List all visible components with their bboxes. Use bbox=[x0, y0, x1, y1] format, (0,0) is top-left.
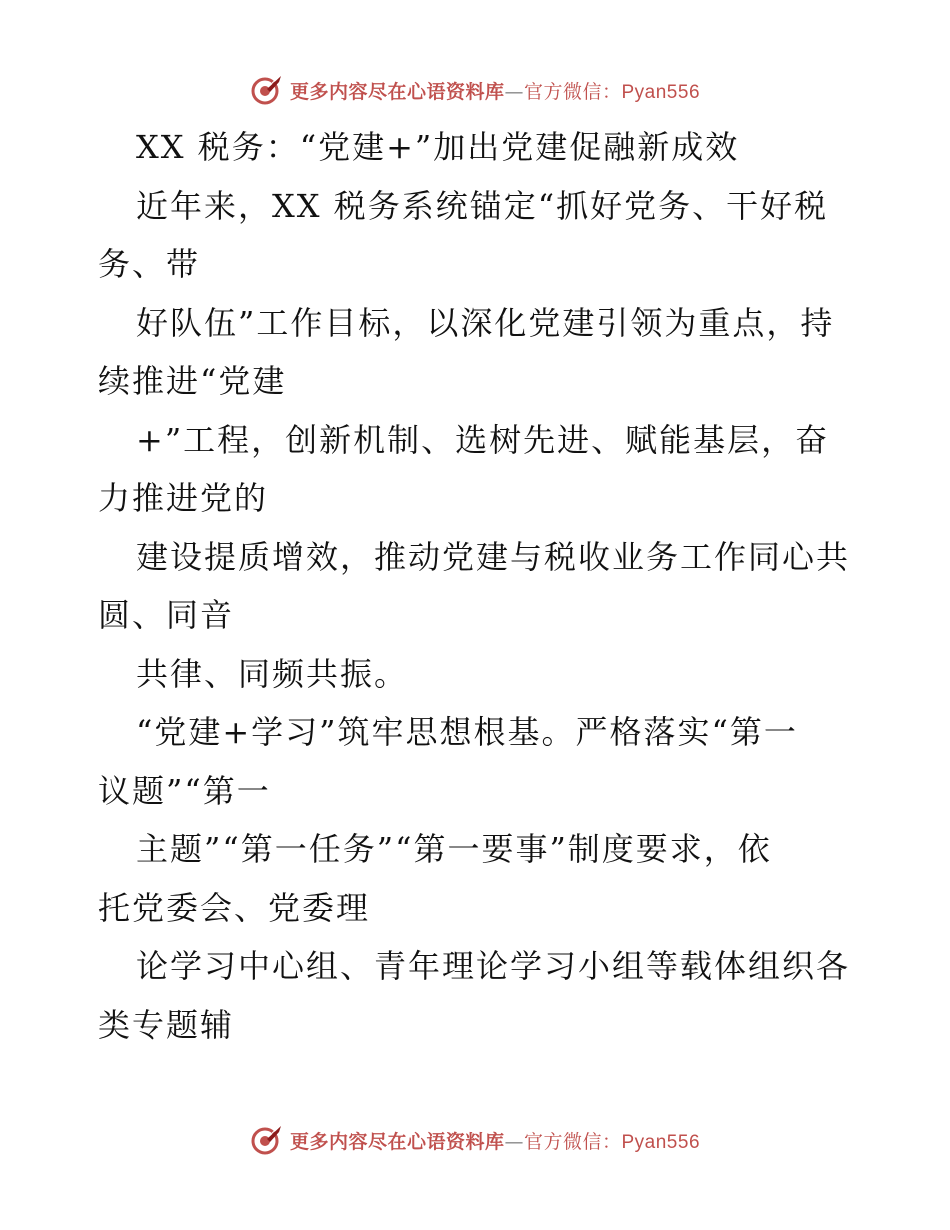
document-title: XX 税务：“党建+”加出党建促融新成效 bbox=[136, 128, 740, 166]
paragraph-line: 务、带 bbox=[98, 245, 201, 283]
paragraph-line: 类专题辅 bbox=[98, 1005, 235, 1044]
banner-site-text: 更多内容尽在心语资料库 bbox=[289, 1130, 505, 1153]
paragraph-line: 论学习中心组、青年理论学习小组等载体组织各 bbox=[136, 947, 851, 985]
header-banner bbox=[0, 70, 950, 110]
banner-site-text: 更多内容尽在心语资料库 bbox=[289, 80, 505, 103]
banner-dash: — bbox=[504, 80, 524, 103]
paragraph-line: 力推进党的 bbox=[98, 479, 269, 517]
paragraph-line: 好队伍”工作目标，以深化党建引领为重点，持 bbox=[136, 303, 835, 342]
paragraph-line: 圆、同音 bbox=[98, 596, 235, 634]
banner-wechat-label: 官方微信： bbox=[523, 1130, 622, 1153]
paragraph-line: 议题”“第一 bbox=[98, 771, 271, 810]
quill-pen-logo-icon bbox=[250, 1123, 284, 1157]
paragraph-line: 托党委会、党委理 bbox=[98, 888, 371, 927]
paragraph-line: 主题”“第一任务”“第一要事”制度要求，依 bbox=[136, 830, 772, 868]
banner-dash: — bbox=[504, 1130, 524, 1153]
paragraph-line: +”工程，创新机制、选树先进、赋能基层，奋 bbox=[136, 420, 830, 459]
banner-wechat-account: Pyan556 bbox=[621, 81, 701, 103]
banner-wechat-label: 官方微信： bbox=[523, 80, 622, 103]
paragraph-line: 续推进“党建 bbox=[98, 362, 287, 400]
document-body bbox=[98, 118, 858, 1054]
paragraph-line: 近年来，XX 税务系统锚定“抓好党务、干好税 bbox=[136, 186, 829, 225]
quill-pen-logo-icon bbox=[250, 73, 284, 107]
footer-banner-text bbox=[290, 1127, 700, 1154]
paragraph-line: 建设提质增效，推动党建与税收业务工作同心共 bbox=[136, 537, 851, 576]
paragraph-line: 共律、同频共振。 bbox=[136, 654, 409, 693]
banner-wechat-account: Pyan556 bbox=[621, 1131, 701, 1153]
footer-banner bbox=[0, 1120, 950, 1160]
header-banner-text bbox=[290, 77, 700, 104]
paragraph-line: “党建+学习”筑牢思想根基。严格落实“第一 bbox=[136, 713, 798, 751]
